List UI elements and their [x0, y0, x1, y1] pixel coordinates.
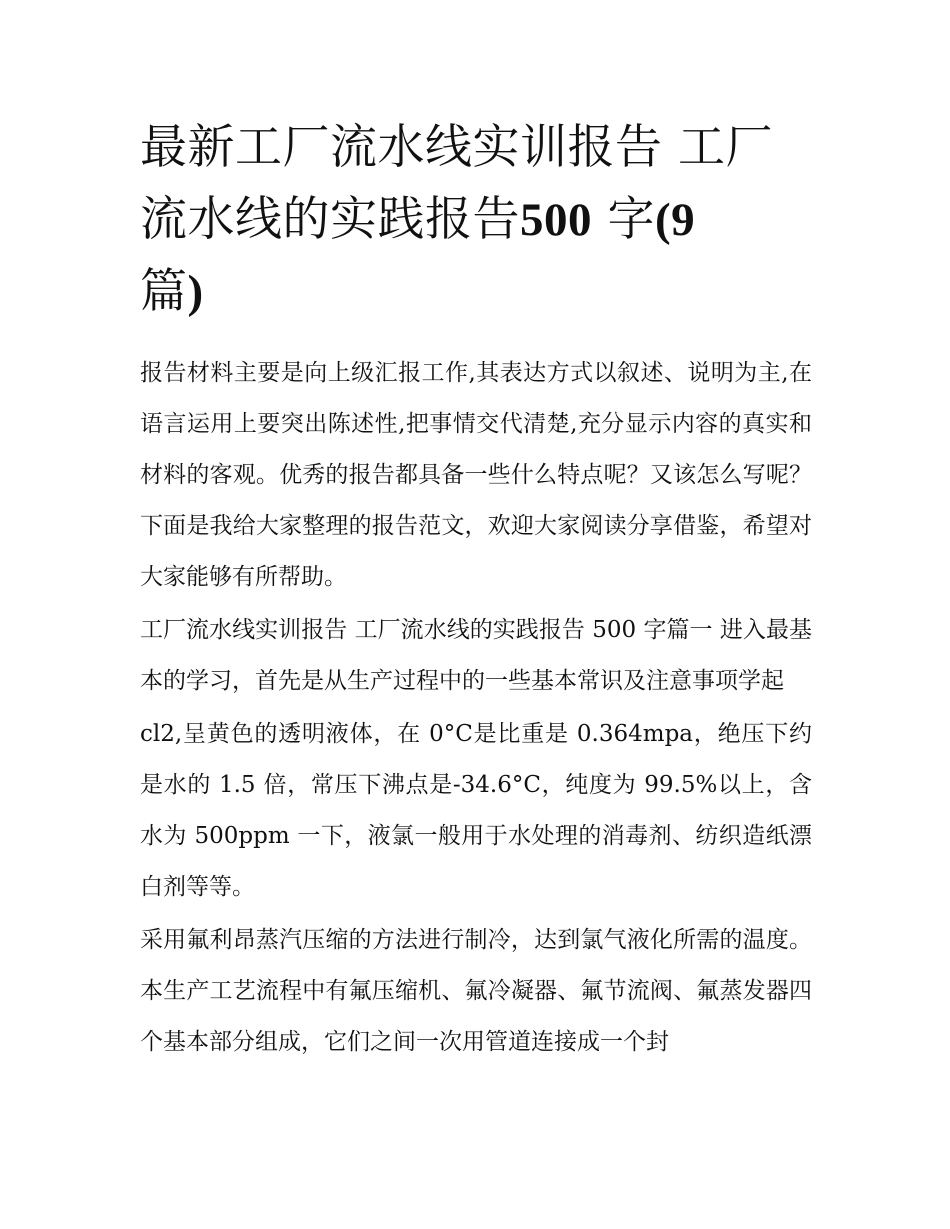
title-line-1: 最新工厂流水线实训报告 工厂 — [140, 120, 773, 175]
title-line-2-text: 流水线的实践报告 — [140, 192, 520, 247]
paragraph-chlorine: cl2,呈黄色的透明液体，在 0°C是比重是 0.364mpa，绝压下约是水的 1.5 倍，常压下沸点是-34.6°C，纯度为 99.5%以上，含水为 500ppm 一下，液氯一般用于水处理的消毒剂、纺织造纸漂白剂等等。 — [140, 721, 812, 900]
title-line-2-char: 字 — [607, 192, 655, 247]
title-line-3-text: 篇 — [140, 264, 188, 319]
title-line-3-tail: ) — [187, 266, 204, 318]
paragraph-refrigeration: 采用氟利昂蒸汽压缩的方法进行制冷，达到氯气液化所需的温度。本生产工艺流程中有氟压缩机、氟冷凝器、氟节流阀、氟蒸发器四个基本部分组成，它们之间一次用管道连接成一个封 — [140, 927, 812, 1055]
document-body — [140, 112, 812, 1068]
paragraph-section-one: 工厂流水线实训报告 工厂流水线的实践报告 500 字篇一 进入最基本的学习，首先是从生产过程中的一些基本常识及注意事项学起 — [140, 617, 812, 694]
paragraph-intro: 报告材料主要是向上级汇报工作,其表达方式以叙述、说明为主,在语言运用上要突出陈述性,把事情交代清楚,充分显示内容的真实和材料的客观。优秀的报告都具备一些什么特点呢？又该怎么写呢？下面是我给大家整理的报告范文，欢迎大家阅读分享借鉴，希望对大家能够有所帮助。 — [140, 360, 812, 590]
document-title — [140, 112, 812, 328]
title-line-2-number: 500 — [520, 194, 592, 246]
title-line-2-tail: (9 — [654, 194, 696, 246]
